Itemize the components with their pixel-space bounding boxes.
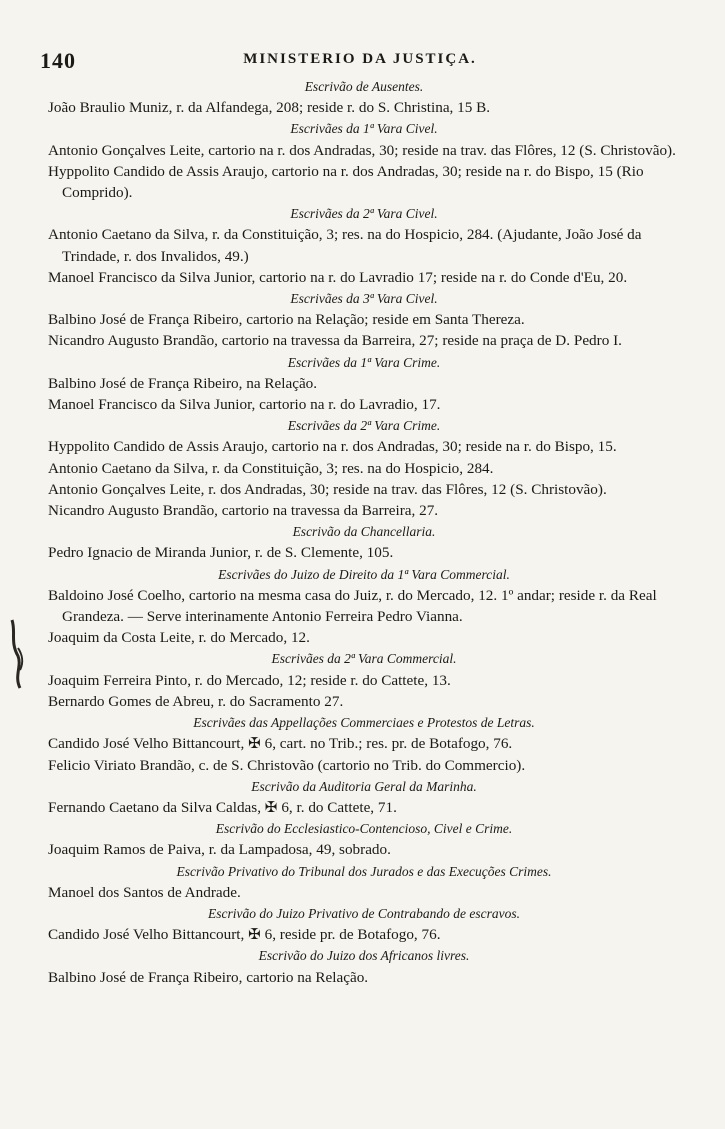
directory-entry: Nicandro Augusto Brandão, cartorio na travessa da Barreira, 27. [48, 502, 439, 520]
section-heading: Escrivães da 2ª Vara Civel. [290, 206, 438, 222]
directory-entry: Joaquim Ferreira Pinto, r. do Mercado, 12; reside r. do Cattete, 13. [48, 671, 451, 689]
section-heading: Escrivães da 3ª Vara Civel. [290, 291, 438, 307]
section-heading: Escrivães da 2ª Vara Commercial. [271, 651, 457, 667]
section-heading: Escrivão Privativo do Tribunal dos Jurados e das Execuções Crimes. [176, 863, 552, 879]
directory-entry: Joaquim da Costa Leite, r. do Mercado, 12. [48, 629, 310, 647]
margin-ink-mark [4, 618, 30, 690]
section-heading: Escrivães da 1ª Vara Civel. [290, 121, 438, 137]
directory-entry: Candido José Velho Bittancourt, ✠ 6, reside pr. de Botafogo, 76. [48, 926, 441, 944]
directory-entry: Hyppolito Candido de Assis Araujo, cartorio na r. dos Andradas, 30; reside na r. do Bispo, 15 (Rio Comprido). [48, 162, 644, 202]
section-heading: Escrivães da 2ª Vara Crime. [287, 418, 441, 434]
directory-listing [48, 76, 680, 988]
directory-entry: Balbino José de França Ribeiro, na Relação. [48, 374, 318, 392]
directory-entry: Antonio Gonçalves Leite, r. dos Andradas, 30; reside na trav. das Flôres, 12 (S. Christovão). [48, 480, 607, 498]
directory-entry: Felicio Viriato Brandão, c. de S. Christovão (cartorio no Trib. do Commercio). [48, 756, 526, 774]
directory-entry: Candido José Velho Bittancourt, ✠ 6, cart. no Trib.; res. pr. de Botafogo, 76. [48, 735, 513, 753]
page-number: 140 [40, 48, 76, 73]
directory-entry: Antonio Caetano da Silva, r. da Constituição, 3; res. na do Hospicio, 284. [48, 459, 494, 477]
section-heading: Escrivão do Juizo dos Africanos livres. [258, 948, 470, 964]
section-heading: Escrivão da Auditoria Geral da Marinha. [251, 778, 477, 794]
directory-entry: Antonio Gonçalves Leite, cartorio na r. dos Andradas, 30; reside na trav. das Flôres, 12 (S. Christovão). [48, 141, 676, 159]
section-heading: Escrivão do Juizo Privativo de Contrabando de escravos. [208, 905, 520, 921]
directory-entry: Joaquim Ramos de Paiva, r. da Lampadosa, 49, sobrado. [48, 841, 391, 859]
directory-entry: Baldoino José Coelho, cartorio na mesma casa do Juiz, r. do Mercado, 12. 1º andar; reside r. da Real Grandeza. — Serve interinamente Antonio Ferreira Pedro Vianna. [48, 586, 657, 626]
directory-entry: Manoel Francisco da Silva Junior, cartorio na r. do Lavradio 17; reside na r. do Conde d'Eu, 20. [48, 268, 628, 286]
section-heading: Escrivão do Ecclesiastico-Contencioso, Civel e Crime. [215, 821, 513, 837]
directory-entry: Fernando Caetano da Silva Caldas, ✠ 6, r. do Cattete, 71. [48, 798, 397, 816]
directory-entry: Pedro Ignacio de Miranda Junior, r. de S. Clemente, 105. [48, 544, 394, 562]
page-header [40, 48, 680, 78]
directory-entry: Nicandro Augusto Brandão, cartorio na travessa da Barreira, 27; reside na praça de D. Pedro I. [48, 332, 622, 350]
directory-entry: João Braulio Muniz, r. da Alfandega, 208; reside r. do S. Christina, 15 B. [48, 99, 491, 117]
section-heading: Escrivães do Juizo de Direito da 1ª Vara Commercial. [218, 566, 510, 582]
section-heading: Escrivães das Appellações Commerciaes e Protestos de Letras. [193, 715, 535, 731]
directory-entry: Antonio Caetano da Silva, r. da Constituição, 3; res. na do Hospicio, 284. (Ajudante, João José da Trindade, r. dos Invalidos, 49.) [48, 226, 642, 265]
section-heading: Escrivães da 1ª Vara Crime. [287, 354, 441, 370]
directory-entry: Bernardo Gomes de Abreu, r. do Sacramento 27. [48, 692, 344, 710]
section-heading: Escrivão de Ausentes. [304, 79, 424, 94]
section-heading: Escrivão da Chancellaria. [292, 524, 436, 540]
directory-entry: Manoel Francisco da Silva Junior, cartorio na r. do Lavradio, 17. [48, 396, 441, 414]
directory-entry: Hyppolito Candido de Assis Araujo, cartorio na r. dos Andradas, 30; reside na r. do Bispo, 15. [48, 438, 617, 456]
directory-entry: Balbino José de França Ribeiro, cartorio na Relação. [48, 968, 369, 986]
directory-entry: Manoel dos Santos de Andrade. [48, 883, 241, 901]
running-title: MINISTERIO DA JUSTIÇA. [243, 51, 477, 67]
directory-entry: Balbino José de França Ribeiro, cartorio na Relação; reside em Santa Thereza. [48, 311, 525, 329]
